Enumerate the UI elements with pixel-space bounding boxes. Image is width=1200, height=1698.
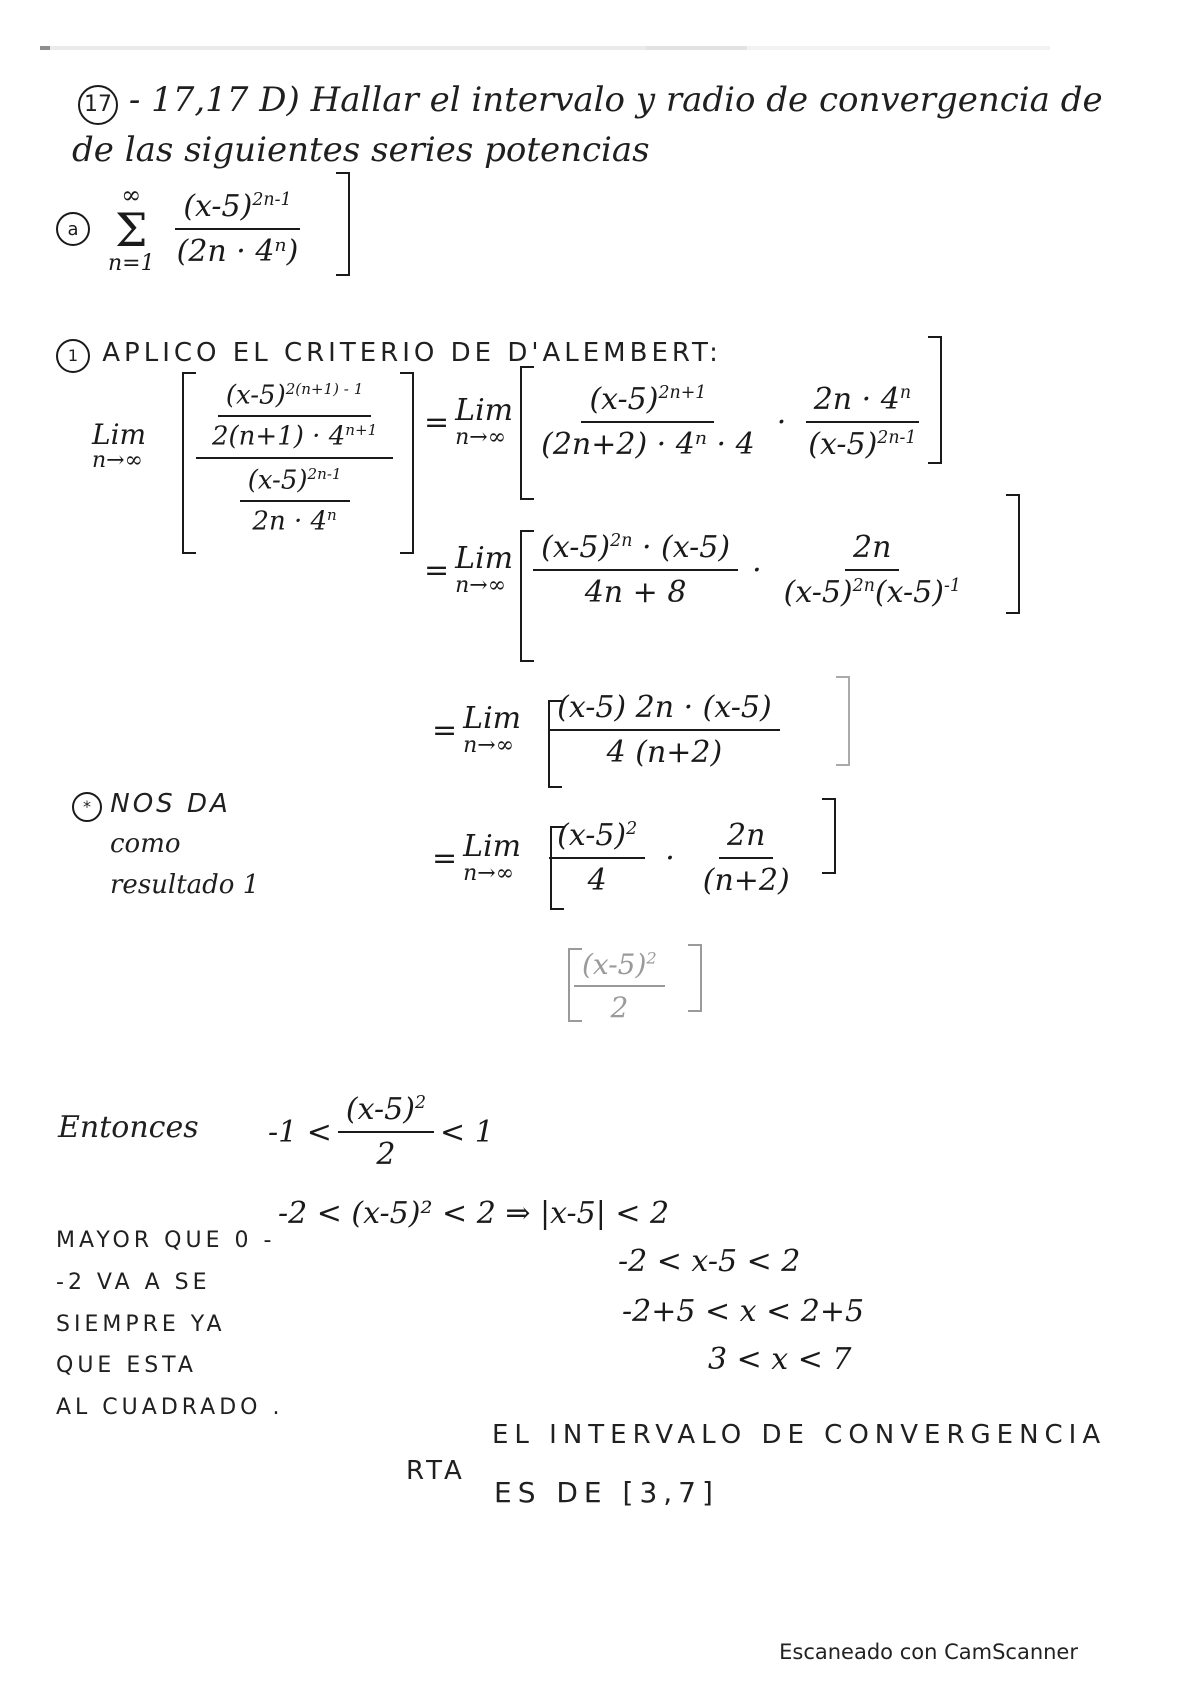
side-note-line-5: AL CUADRADO .: [56, 1395, 284, 1421]
ratio-top-numerator: (x-5): [225, 380, 286, 411]
conclusion-word: Entonces: [58, 1110, 199, 1145]
problem-number-circle: 17: [78, 85, 118, 125]
series-bracket: [336, 172, 350, 276]
side-note-line-3: SIEMPRE YA: [56, 1311, 226, 1337]
ratio-outer: [196, 380, 393, 537]
lim-sub: n→∞: [463, 733, 515, 759]
conclusion-line-5: 3 < x < 7: [708, 1342, 852, 1377]
eq4-bracket-left: [550, 826, 564, 910]
eq1-a-denominator: (2n+2) · 4ⁿ · 4: [541, 427, 755, 462]
equation-step-1: = Lim n→∞ $\frac{(x-5)^{2n+1}}{\text{(2n+2) · 4ⁿ · 4}}$ · $\frac{2n \cdot 4^n}{(x-5)^{2n-1}}$: [424, 382, 931, 462]
ratio-bottom-denominator: 2n · 4: [252, 506, 328, 537]
problem-ref: - 17,17 D): [128, 80, 300, 120]
conclusion-inequality: [268, 1092, 494, 1172]
eq5-numerator-exp: 2: [646, 948, 657, 968]
eq2-b-denominator-exp: 2n: [852, 576, 875, 596]
eq5-denominator: 2: [610, 991, 629, 1024]
ineq-numerator-exp: 2: [414, 1093, 427, 1113]
lim-word: Lim: [463, 700, 522, 736]
answer-line-1: EL INTERVALO DE CONVERGENCIA: [492, 1420, 1107, 1450]
sigma-symbol: Σ: [115, 203, 148, 257]
scan-edge-line: [40, 46, 1050, 50]
step-number-circle: 1: [56, 339, 90, 373]
lim-word: Lim: [463, 828, 522, 864]
eq2-a-denominator: 4n + 8: [584, 575, 687, 610]
eq3-bracket-right: [836, 676, 850, 766]
eq2-b-denominator: (x-5): [783, 575, 853, 610]
ratio-top-denominator-exp: n+1: [345, 420, 378, 439]
eq5-numerator: (x-5): [582, 948, 647, 981]
eq5-bracket-right: [688, 944, 702, 1012]
step-heading-text: APLICO EL CRITERIO DE D'ALEMBERT:: [102, 338, 722, 368]
header-line-1: Hallar el intervalo y radio de convergencia de: [310, 80, 1103, 120]
series-numerator: (x-5): [183, 189, 253, 224]
eq1-bracket-right: [928, 336, 942, 464]
answer-line-2: ES DE [3,7]: [494, 1476, 719, 1509]
equation-step-2: = Lim n→∞ $\frac{(x-5)^{2n} \cdot (x-5)}{4n + 8}$ · $\frac{2n}{(x-5)^{2n}(x-5)^{-1}}$: [424, 530, 961, 610]
eq4-b-numerator: 2n: [719, 818, 773, 859]
eq4-a-numerator: (x-5): [557, 818, 627, 853]
series-numerator-exp: 2n-1: [252, 190, 292, 210]
eq4-b-denominator: (n+2): [702, 863, 790, 898]
side-note-line-1: MAYOR QUE 0 -: [56, 1228, 276, 1253]
eq3-numerator: (x-5) 2n · (x-5): [549, 690, 780, 731]
ineq-numerator: (x-5): [345, 1092, 415, 1127]
side-note-result: [72, 784, 259, 905]
lim-sub: n→∞: [92, 448, 143, 474]
eq1-b-denominator: (x-5): [808, 427, 878, 462]
eq3-bracket-left: [548, 700, 562, 788]
eq2-a-numerator-tail: · (x-5): [641, 530, 731, 565]
sum-upper: ∞: [121, 181, 142, 209]
limit-operator-left: [92, 420, 146, 472]
lim-word: Lim: [455, 392, 514, 428]
step-heading: [56, 338, 722, 373]
eq1-b-numerator: 2n · 4: [813, 382, 900, 417]
note-line-1: NOS DA: [110, 789, 231, 819]
eq1-b-numerator-exp: n: [899, 383, 912, 403]
eq2-b-numerator: 2n: [845, 530, 899, 571]
eq3-denominator: 4 (n+2): [606, 735, 723, 770]
eq4-bracket-right: [822, 798, 836, 874]
note-line-2: como: [110, 829, 181, 860]
lim-word: Lim: [455, 540, 514, 576]
header-line-2: de las siguientes series potencias: [72, 130, 650, 170]
eq1-b-denominator-exp: 2n-1: [877, 428, 917, 448]
series-expression: [56, 174, 312, 284]
ineq-left: -1 <: [268, 1114, 332, 1150]
ratio-top-denominator: 2(n+1) · 4: [212, 421, 346, 452]
eq2-b-denominator-tail-exp: -1: [943, 576, 961, 596]
side-note-line-2: -2 VA A SE: [56, 1269, 211, 1295]
sum-lower: n=1: [108, 251, 155, 276]
eq2-a-numerator-exp: 2n: [610, 531, 633, 551]
conclusion-line-4: -2+5 < x < 2+5: [622, 1294, 865, 1329]
summation: [108, 183, 155, 275]
eq2-bracket-right: [1006, 494, 1020, 614]
ratio-bottom-denominator-exp: n: [327, 505, 337, 524]
problem-header: [78, 80, 1103, 125]
scanner-watermark: Escaneado con CamScanner: [779, 1640, 1078, 1664]
ratio-top-numerator-exp: 2(n+1) - 1: [285, 380, 364, 398]
ineq-denominator: 2: [376, 1137, 396, 1172]
ratio-compound-fraction: [196, 380, 393, 537]
lim-sub: n→∞: [463, 861, 515, 887]
eq2-a-numerator: (x-5): [541, 530, 611, 565]
eq4-a-denominator: 4: [587, 863, 607, 898]
series-fraction: [169, 189, 307, 269]
eq1-bracket-left: [520, 366, 534, 500]
ratio-bracket-left: [182, 372, 196, 554]
part-label-circle: a: [56, 212, 90, 246]
equation-step-3: = Lim n→∞ $\frac{(x-5) 2n \cdot (x-5)}{4 (n+2)}$: [432, 690, 786, 770]
star-circle: *: [72, 792, 102, 822]
equation-step-5: [568, 948, 671, 1024]
answer-rta: RTA: [406, 1456, 466, 1486]
eq2-bracket-left: [520, 530, 534, 662]
eq1-a-numerator-exp: 2n+1: [658, 383, 707, 403]
ratio-bottom-numerator: (x-5): [247, 465, 308, 496]
series-denominator: (2n · 4ⁿ): [176, 234, 299, 269]
equation-step-4: = Lim n→∞ $\frac{(x-5)^2}{4}$ · $\frac{2n}{(n+2)}$: [432, 818, 804, 898]
eq5-bracket-left: [568, 948, 582, 1022]
eq1-a-numerator: (x-5): [589, 382, 659, 417]
eq4-a-numerator-exp: 2: [626, 819, 638, 839]
side-note-line-4: QUE ESTA: [56, 1353, 197, 1379]
lim-sub: n→∞: [455, 425, 507, 451]
ineq-right: < 1: [440, 1114, 494, 1150]
lim-word: Lim: [92, 418, 147, 451]
ratio-bracket-right: [400, 372, 414, 554]
note-line-3: resultado 1: [110, 869, 260, 900]
lim-sub: n→∞: [455, 573, 507, 599]
eq2-b-denominator-tail: (x-5): [874, 575, 944, 610]
side-note-caps: [56, 1220, 283, 1429]
ratio-bottom-numerator-exp: 2n-1: [307, 465, 342, 484]
conclusion-line-2: -2 < (x-5)² < 2 ⇒ |x-5| < 2: [278, 1196, 670, 1231]
conclusion-line-3: -2 < x-5 < 2: [618, 1244, 801, 1279]
